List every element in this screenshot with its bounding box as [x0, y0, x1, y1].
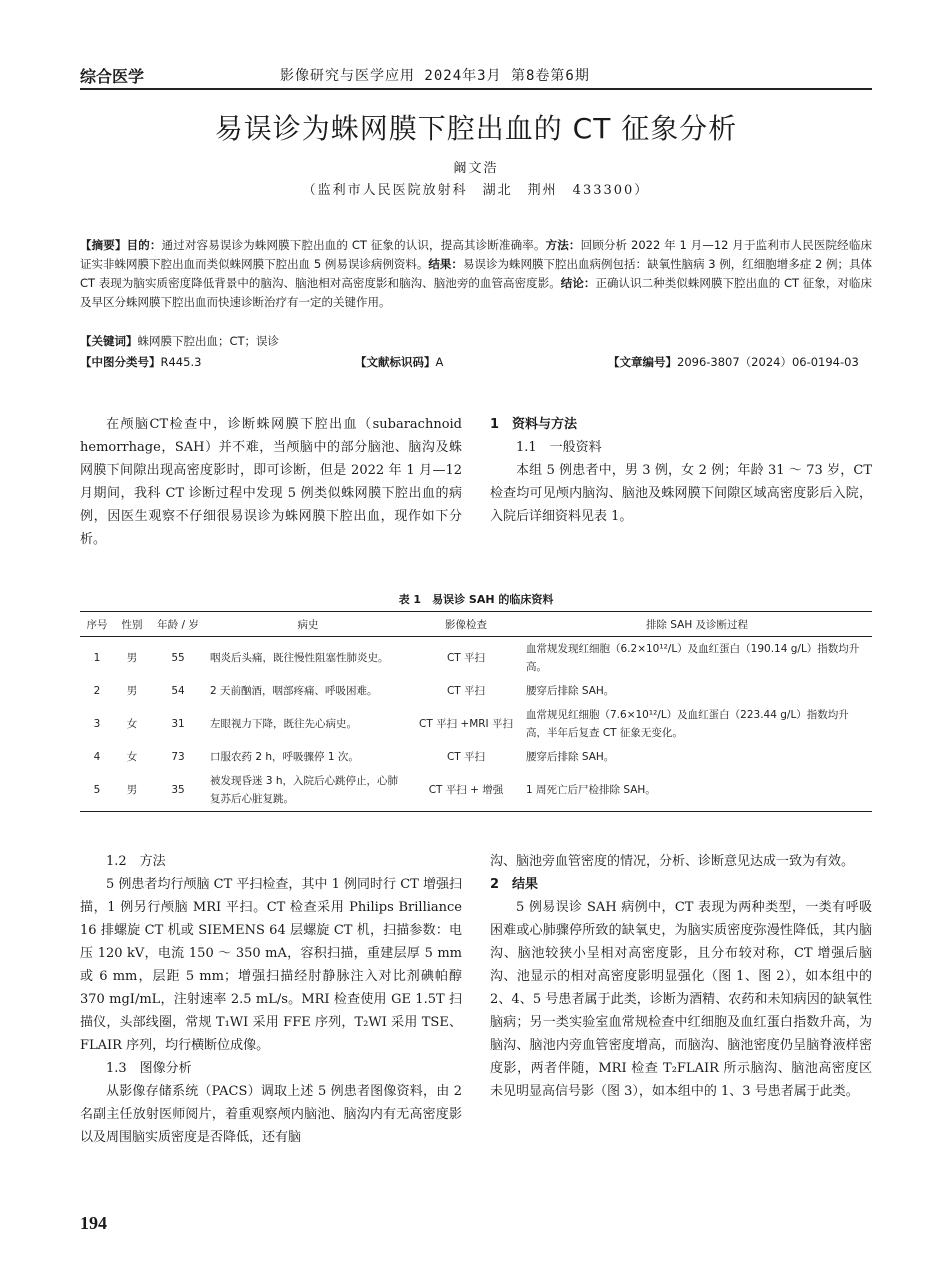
- cell-age: 73: [171, 751, 185, 763]
- objective-label: 目的：: [126, 238, 162, 252]
- cell-age: 35: [150, 769, 206, 812]
- article-title: 易误诊为蛛网膜下腔出血的 CT 征象分析: [214, 112, 738, 145]
- intro-paragraph: 在颅脑CT检查中，诊断蛛网膜下腔出血（subarachnoid hemorrhage，SAH）并不难，当颅脑中的部分脑池、脑沟及蛛网膜下间隙出现高密度影时，即可诊断，但是 2022 年 1 月—12 月期间，我科 CT 诊断过程中发现 5 例类似蛛网膜下腔出血的病例，因医生观察不仔细很易误诊为蛛网膜下腔出血，现作如下分析。: [80, 417, 462, 547]
- abstract: [80, 236, 872, 312]
- classification-line: [80, 354, 872, 374]
- clc-label: 【中图分类号】: [80, 355, 161, 369]
- cell-age: 31: [171, 718, 185, 730]
- table-row: [80, 769, 872, 812]
- subsection-1-2: 1.2 方法: [106, 854, 166, 869]
- clinical-data-table: [80, 611, 872, 812]
- image-analysis-paragraph: 从影像存储系统（PACS）调取上述 5 例患者图像资料，由 2 名副主任放射医师阅片，着重观察颅内脑池、脑沟内有无高密度影以及周围脑实质密度是否降低，还有脑: [80, 1084, 462, 1145]
- results-paragraph: 5 例易误诊 SAH 病例中，CT 表现为两种类型，一类有呼吸困难或心肺骤停所致的缺氧史，为脑实质密度弥漫性降低，其内脑沟、脑池较狭小呈相对高密度影，且分布较对称，CT 增强后脑沟、池显示的相对高密度影明显强化（图 1、图 2），如本组中的 2、4、5 号患者属于此类，诊断为酒精、农药和未知病因的缺氧性脑病；另一类实验室血常规检查中红细胞及血红蛋白指数升高，为脑沟、脑池内旁血管密度增高，而脑沟、脑池密度仍呈脑脊液样密度影，两者伴随，MRI 检查 T₂FLAIR 所示脑沟、脑池高密度区未见明显高信号影（图 3），如本组中的 1、3 号患者属于此类。: [490, 900, 872, 1099]
- cell-diagnosis: 腰穿后排除 SAH。: [526, 751, 615, 763]
- right-column-bottom: [490, 850, 872, 1103]
- table-caption: 表 1 易误诊 SAH 的临床资料: [398, 593, 554, 606]
- doc-value: A: [435, 355, 444, 369]
- cell-no: 3: [93, 718, 101, 730]
- cell-imaging: CT 平扫: [446, 751, 486, 763]
- section-tag: 综合医学: [80, 68, 145, 86]
- art-label: 【文章编号】: [608, 355, 677, 369]
- affiliation: （监利市人民医院放射科 湖北 荆州 433300）: [302, 183, 650, 198]
- cell-imaging: CT 平扫: [446, 652, 486, 664]
- clc-code: [80, 354, 201, 370]
- cell-imaging: CT 平扫 + 增强: [410, 769, 522, 812]
- cell-age: 54: [171, 685, 185, 697]
- conclusion-text: 正确认识二种类似蛛网膜下腔出血的 CT 征象，对临床及早区分蛛网膜下腔出血而快速诊断治疗有一定的关键作用。: [80, 276, 872, 309]
- cell-imaging: CT 平扫 +MRI 平扫: [418, 718, 513, 730]
- cell-diagnosis: 血常规发现红细胞（6.2×10¹²/L）及血红蛋白（190.14 g/L）指数均升高。: [526, 643, 860, 673]
- cell-sex: 男: [126, 685, 138, 697]
- cell-age: 55: [171, 652, 185, 664]
- methods-label: 方法：: [545, 238, 581, 252]
- running-header: [80, 62, 872, 90]
- table-row: [80, 637, 872, 680]
- cell-sex: 女: [126, 718, 138, 730]
- cell-no: 5: [80, 769, 114, 812]
- cell-history: 被发现昏迷 3 h，入院后心跳停止，心肺复苏后心脏复跳。: [206, 769, 410, 812]
- method-paragraph: 5 例患者均行颅脑 CT 平扫检查，其中 1 例同时行 CT 增强扫描，1 例另行颅脑 MRI 平扫。CT 检查采用 Philips Brilliance 16 排螺旋 CT 机或 SIEMENS 64 层螺旋 CT 机，扫描参数：电压 120 kV，电流 150 ～ 350 mA，容积扫描，重建层厚 5 mm 或 6 mm，层距 5 mm；增强扫描经肘静脉注入对比剂碘帕醇 370 mgI/mL，注射速率 2.5 mL/s。MRI 检查使用 GE 1.5T 扫描仪，头部线圈，常规 T₁WI 采用 FFE 序列，T₂WI 采用 TSE、FLAIR 序列，均行横断位成像。: [80, 877, 462, 1053]
- journal-info: 影像研究与医学应用 2024年3月 第8卷第6期: [280, 68, 590, 84]
- cell-sex: 女: [126, 751, 138, 763]
- left-column-bottom: [80, 850, 462, 1149]
- left-column-top: [80, 413, 462, 551]
- th-diagnosis: 排除 SAH 及诊断过程: [522, 612, 872, 637]
- results-text: 易误诊为蛛网膜下腔出血病例包括：缺氧性脑病 3 例，红细胞增多症 2 例；具体 CT 表现为脑实质密度降低背景中的脑沟、脑池相对高密度影和脑沟、脑池旁的血管高密度影。: [80, 257, 873, 290]
- th-age: 年龄 / 岁: [150, 612, 206, 637]
- th-no: 序号: [80, 612, 114, 637]
- cell-history: 2 天前酗酒，咽部疼痛、呼吸困难。: [210, 685, 378, 697]
- general-data-paragraph: 本组 5 例患者中，男 3 例，女 2 例；年龄 31 ～ 73 岁，CT 检查均可见颅内脑沟、脑池及蛛网膜下间隙区域高密度影后入院，入院后详细资料见表 1。: [490, 463, 872, 524]
- abstract-label: 【摘要】: [80, 238, 127, 252]
- table-row: [80, 679, 872, 703]
- doc-label: 【文献标识码】: [355, 355, 436, 369]
- cell-no: 2: [93, 685, 101, 697]
- cell-sex: 男: [114, 769, 150, 812]
- conclusion-label: 结论：: [560, 276, 596, 290]
- cell-sex: 男: [126, 652, 138, 664]
- keywords-label: 【关键词】: [80, 334, 138, 348]
- subsection-1-3: 1.3 图像分析: [106, 1061, 192, 1076]
- article-number: [608, 354, 859, 370]
- th-imaging: 影像检查: [410, 612, 522, 637]
- page-number: 194: [80, 1213, 107, 1233]
- cell-diagnosis: 血常规见红细胞（7.6×10¹²/L）及血红蛋白（223.44 g/L）指数均升高，半年后复查 CT 征象无变化。: [526, 709, 849, 739]
- cell-no: 4: [93, 751, 101, 763]
- continued-paragraph: 沟、脑池旁血管密度的情况，分析、诊断意见达成一致为有效。: [490, 854, 855, 869]
- subsection-1-1: 1.1 一般资料: [516, 440, 602, 455]
- th-sex: 性别: [114, 612, 150, 637]
- art-value: 2096-3807（2024）06-0194-03: [677, 355, 859, 369]
- keywords-value: 蛛网膜下腔出血；CT；误诊: [137, 334, 280, 348]
- right-column-top: [490, 413, 872, 528]
- cell-diagnosis: 腰穿后排除 SAH。: [526, 685, 615, 697]
- cell-history: 口服农药 2 h，呼吸骤停 1 次。: [210, 751, 359, 763]
- objective-text: 通过对容易误诊为蛛网膜下腔出血的 CT 征象的认识，提高其诊断准确率。: [161, 238, 546, 252]
- cell-diagnosis: 1 周死亡后尸检排除 SAH。: [522, 769, 872, 812]
- clc-value: R445.3: [160, 355, 202, 369]
- table-header-row: [80, 612, 872, 637]
- methods-text: 回顾分析 2022 年 1 月—12 月于监利市人民医院经临床证实非蛛网膜下腔出血而类似蛛网膜下腔出血 5 例易误诊病例资料。: [80, 238, 872, 271]
- doc-code: [355, 354, 443, 370]
- cell-no: 1: [93, 652, 101, 664]
- keywords: [80, 333, 872, 349]
- th-history: 病史: [206, 612, 410, 637]
- table-row: [80, 745, 872, 769]
- section-heading-2: 2 结果: [490, 877, 539, 892]
- cell-history: 咽炎后头痛，既往慢性阻塞性肺炎史。: [210, 652, 389, 664]
- table-row: [80, 703, 872, 745]
- author: 阚文浩: [453, 161, 499, 176]
- results-label: 结果：: [428, 257, 463, 271]
- cell-history: 左眼视力下降，既往先心病史。: [210, 718, 357, 730]
- cell-imaging: CT 平扫: [446, 685, 486, 697]
- section-heading-1: 1 资料与方法: [490, 417, 578, 432]
